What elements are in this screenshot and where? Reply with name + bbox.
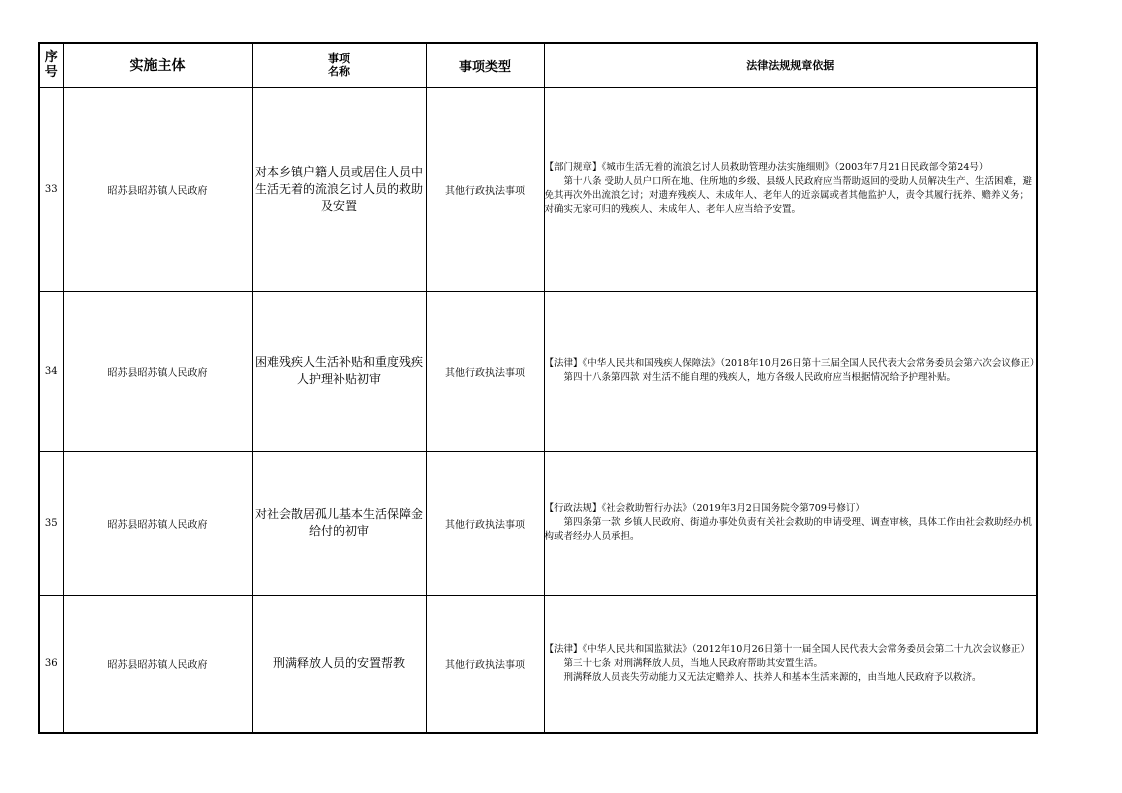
basis-paragraph: 第三十七条 对刑满释放人员，当地人民政府帮助其安置生活。: [563, 657, 824, 669]
matter-type: 其他行政执法事项: [426, 451, 544, 595]
legal-basis: [544, 291, 1040, 451]
table-row: [39, 291, 1037, 451]
matter-type: 其他行政执法事项: [426, 87, 544, 291]
implementing-body: 昭苏县昭苏镇人民政府: [63, 595, 252, 733]
matter-type: 其他行政执法事项: [426, 595, 544, 733]
basis-paragraph: 第四条第一款 乡镇人民政府、街道办事处负责有关社会救助的申请受理、调查审核，具体工作由社会救助经办机构或者经办人员承担。: [544, 517, 1033, 542]
name-header: [252, 43, 426, 87]
basis-title: 【法律】《中华人民共和国残疾人保障法》（2018年10月26日第十三届全国人民代表大会常务委员会第六次会议修正）: [544, 358, 1040, 369]
table-row: [39, 595, 1037, 733]
legal-basis: [544, 595, 1037, 733]
matter-name: 困难残疾人生活补贴和重度残疾人护理补贴初审: [252, 291, 426, 451]
seq-header: [39, 43, 63, 87]
implementing-body: 昭苏县昭苏镇人民政府: [63, 87, 252, 291]
row-number: 35: [39, 451, 63, 595]
basis-title: 【行政法规】《社会救助暂行办法》（2019年3月2日国务院令第709号修订）: [544, 503, 865, 514]
seq-header-line2: 号: [44, 65, 58, 81]
matter-name: 对社会散居孤儿基本生活保障金给付的初审: [252, 451, 426, 595]
matters-table: [38, 42, 1038, 734]
matter-name: 对本乡镇户籍人员或居住人员中生活无着的流浪乞讨人员的救助及安置: [252, 87, 426, 291]
row-number: 34: [39, 291, 63, 451]
matter-type: 其他行政执法事项: [426, 291, 544, 451]
implementing-body: 昭苏县昭苏镇人民政府: [63, 291, 252, 451]
body-header: 实施主体: [63, 43, 252, 87]
type-header: 事项类型: [426, 43, 544, 87]
table-row: [39, 451, 1037, 595]
basis-paragraph: 第四十八条第四款 对生活不能自理的残疾人，地方各级人民政府应当根据情况给予护理补贴。: [563, 372, 957, 383]
row-number: 36: [39, 595, 63, 733]
basis-paragraph: 第十八条 受助人员户口所在地、住所地的乡级、县级人民政府应当帮助返回的受助人员解决生产、生活困难，避免其再次外出流浪乞讨；对遗弃残疾人、未成年人、老年人的近亲属或者其他监护人，责令其履行抚养、赡养义务；对确实无家可归的残疾人、未成年人、老年人应当给予安置。: [544, 176, 1033, 215]
seq-header-line1: 序: [44, 50, 58, 66]
row-number: 33: [39, 87, 63, 291]
implementing-body: 昭苏县昭苏镇人民政府: [63, 451, 252, 595]
name-header-line1: 事项: [328, 52, 350, 66]
header-row: [39, 43, 1037, 87]
name-header-line2: 名称: [328, 65, 350, 79]
basis-title: 【部门规章】《城市生活无着的流浪乞讨人员救助管理办法实施细则》（2003年7月21日民政部令第24号）: [544, 162, 989, 173]
legal-basis: [544, 451, 1037, 595]
basis-paragraph: 刑满释放人员丧失劳动能力又无法定赡养人、扶养人和基本生活来源的，由当地人民政府予以救济。: [563, 671, 982, 683]
basis-title: 【法律】《中华人民共和国监狱法》（2012年10月26日第十一届全国人民代表大会常务委员会第二十九次会议修正）: [544, 643, 1030, 655]
basis-header: 法律法规规章依据: [544, 43, 1037, 87]
legal-basis: [544, 87, 1037, 291]
matter-name: 刑满释放人员的安置帮教: [252, 595, 426, 733]
table-row: [39, 87, 1037, 291]
